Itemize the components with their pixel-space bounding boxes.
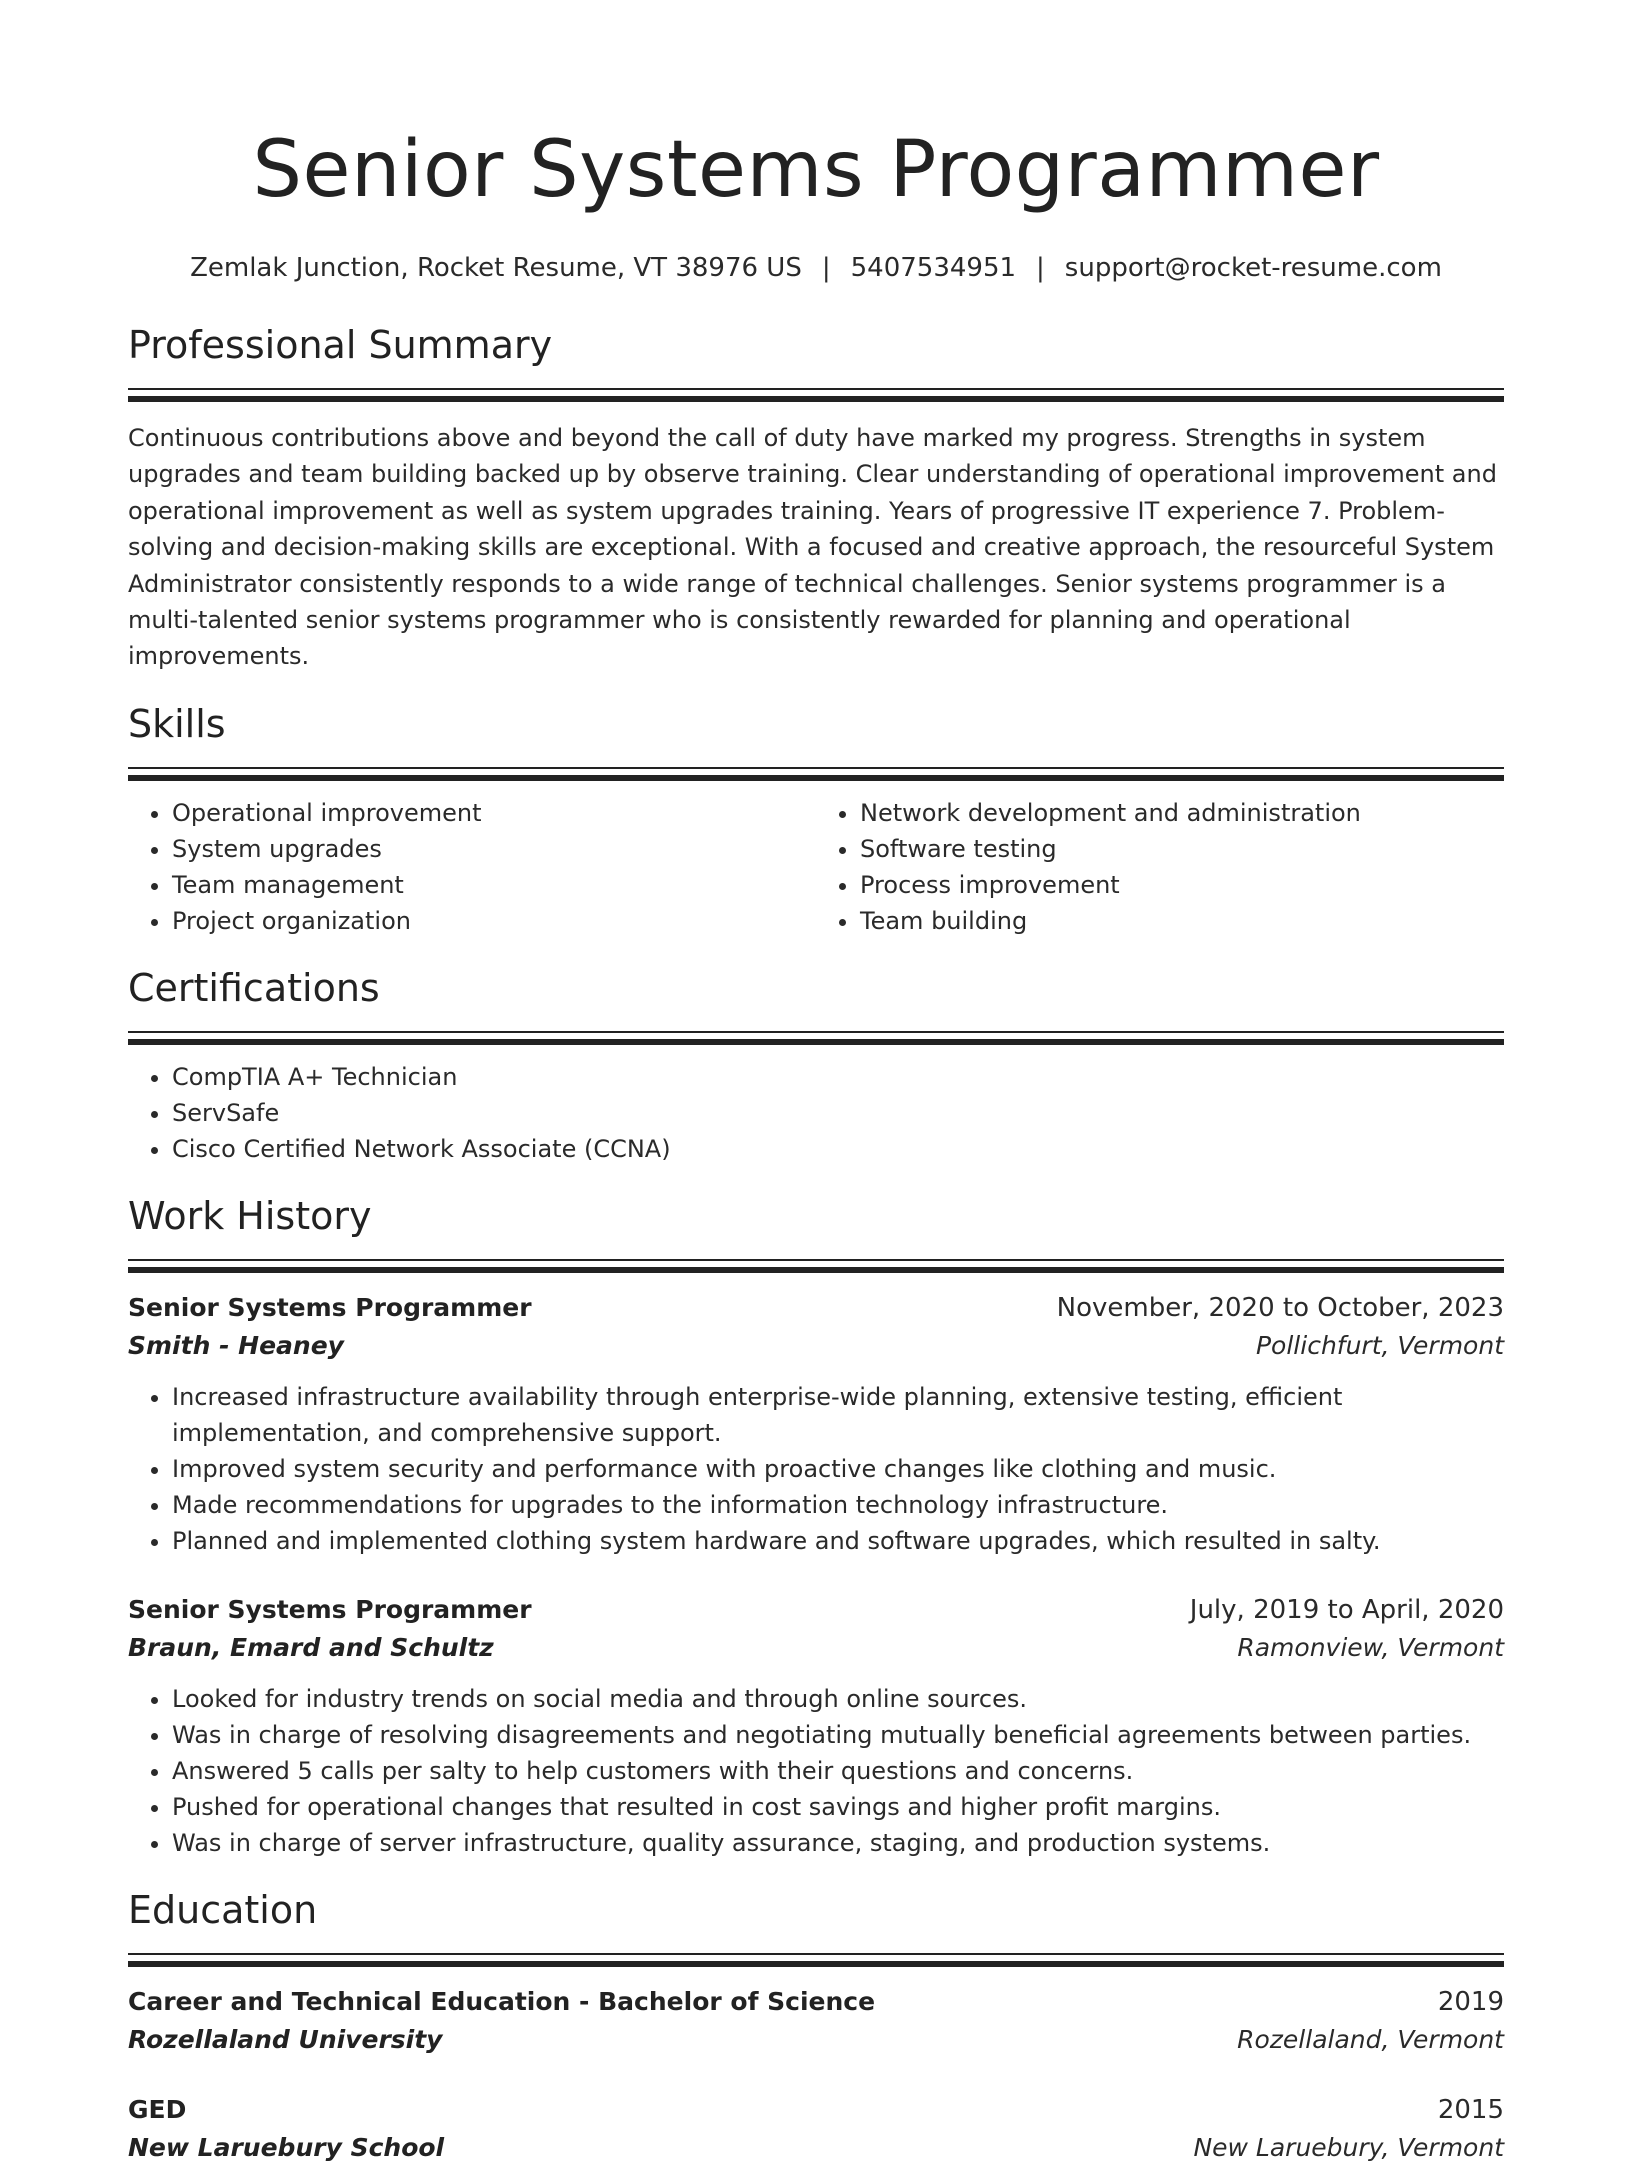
resume-title: Senior Systems Programmer [252, 125, 1380, 215]
skill-item: • Process improvement [860, 867, 1504, 903]
job-dates: July, 2019 to April, 2020 [1189, 1594, 1504, 1625]
certifications-section [128, 963, 1504, 1167]
skills-columns [128, 795, 1504, 939]
certification-item: • ServSafe [172, 1095, 1504, 1131]
section-divider [128, 388, 1504, 402]
education-location: New Laruebury, Vermont [1193, 2132, 1504, 2162]
contact-separator: | [821, 253, 831, 283]
job-bullet: • Planned and implemented clothing system hardware and software upgrades, which resulted in salty. [172, 1523, 1504, 1559]
work-section [128, 1191, 1504, 1861]
skills-list-right [816, 795, 1504, 939]
job-company: Braun, Emard and Schultz [128, 1632, 494, 1662]
job-subheader [128, 1327, 1504, 1365]
job-bullets [128, 1379, 1504, 1559]
skill-item: • Team building [860, 903, 1504, 939]
skill-item: • Software testing [860, 831, 1504, 867]
job-title: Senior Systems Programmer [128, 1594, 532, 1624]
job-location: Ramonview, Vermont [1237, 1632, 1504, 1662]
summary-text: Continuous contributions above and beyond the call of duty have marked my progress. Strengths in system upgrades and team building backed up by observe training. Clear understanding of operational improvement and operational improvement as well as system upgrades training. Years of progressive IT experience 7. Problem-solving and decision-making skills are exceptional. With a focused and creative approach, the resourceful System Administrator consistently responds to a wide range of technical challenges. Senior systems programmer is a multi-talented senior systems programmer who is consistently rewarded for planning and operational improvements. [128, 424, 1497, 671]
job-entry [128, 1591, 1504, 1861]
education-degree: GED [128, 2094, 187, 2124]
education-header [128, 2091, 1504, 2129]
section-divider [128, 1259, 1504, 1273]
skill-item: • System upgrades [172, 831, 816, 867]
job-bullet: • Was in charge of resolving disagreements and negotiating mutually beneficial agreements between parties. [172, 1717, 1504, 1753]
contact-phone: 5407534951 [850, 253, 1017, 283]
summary-section [128, 320, 1504, 675]
education-entry [128, 2091, 1504, 2167]
section-title-education: Education [128, 1887, 318, 1932]
certification-item: • Cisco Certified Network Associate (CCNA) [172, 1131, 1504, 1167]
education-year: 2015 [1437, 2094, 1504, 2125]
job-subheader [128, 1629, 1504, 1667]
skills-list-left [128, 795, 816, 939]
education-subheader [128, 2129, 1504, 2167]
contact-address: Zemlak Junction, Rocket Resume, VT 38976 US [190, 253, 802, 283]
section-divider [128, 767, 1504, 781]
education-degree: Career and Technical Education - Bachelor of Science [128, 1986, 876, 2016]
section-divider [128, 1953, 1504, 1967]
job-bullet: • Increased infrastructure availability through enterprise-wide planning, extensive testing, efficient implementation, and comprehensive support. [172, 1379, 1504, 1451]
contact-line [128, 250, 1504, 286]
job-location: Pollichfurt, Vermont [1255, 1330, 1504, 1360]
certifications-list [128, 1059, 1504, 1167]
job-company: Smith - Heaney [128, 1330, 344, 1360]
job-bullet: • Was in charge of server infrastructure, quality assurance, staging, and production systems. [172, 1825, 1504, 1861]
education-school: Rozellaland University [128, 2024, 443, 2054]
skill-item: • Team management [172, 867, 816, 903]
contact-separator: | [1036, 253, 1045, 283]
skill-item: • Operational improvement [172, 795, 816, 831]
job-title: Senior Systems Programmer [128, 1292, 532, 1322]
section-title-summary: Professional Summary [128, 323, 553, 367]
job-header [128, 1591, 1504, 1629]
education-entry [128, 1983, 1504, 2059]
job-bullet: • Looked for industry trends on social media and through online sources. [172, 1681, 1504, 1717]
job-header [128, 1289, 1504, 1327]
skill-item: • Network development and administration [860, 795, 1504, 831]
skill-item: • Project organization [172, 903, 816, 939]
section-divider [128, 1031, 1504, 1045]
job-bullet: • Answered 5 calls per salty to help customers with their questions and concerns. [172, 1753, 1504, 1789]
section-title-work: Work History [128, 1193, 372, 1238]
education-location: Rozellaland, Vermont [1237, 2024, 1504, 2054]
education-header [128, 1983, 1504, 2021]
job-bullet: • Improved system security and performance with proactive changes like clothing and music. [172, 1451, 1504, 1487]
job-bullet: • Made recommendations for upgrades to the information technology infrastructure. [172, 1487, 1504, 1523]
education-school: New Laruebury School [128, 2132, 445, 2162]
section-title-certifications: Certifications [128, 965, 380, 1010]
job-entry [128, 1289, 1504, 1559]
certification-item: • CompTIA A+ Technician [172, 1059, 1504, 1095]
job-dates: November, 2020 to October, 2023 [1056, 1292, 1504, 1323]
job-bullets [128, 1681, 1504, 1861]
contact-email: support@rocket-resume.com [1064, 253, 1442, 283]
education-year: 2019 [1437, 1986, 1504, 2017]
section-title-skills: Skills [128, 701, 226, 746]
education-section [128, 1885, 1504, 2167]
education-subheader [128, 2021, 1504, 2059]
skills-section [128, 699, 1504, 939]
job-bullet: • Pushed for operational changes that resulted in cost savings and higher profit margins. [172, 1789, 1504, 1825]
